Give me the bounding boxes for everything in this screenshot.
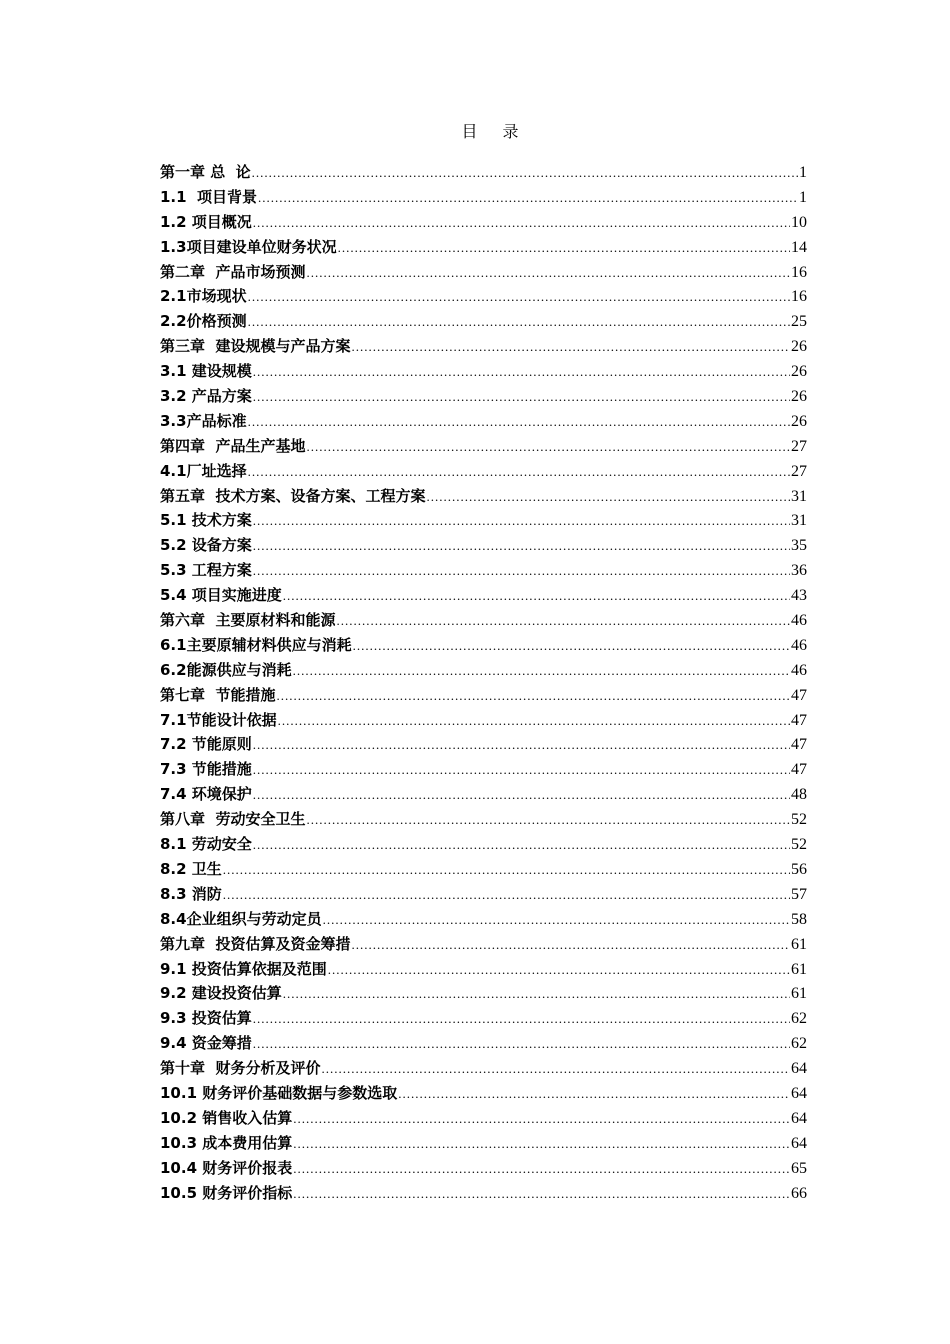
toc-entry[interactable] <box>160 683 807 708</box>
toc-dot-leader <box>336 609 790 634</box>
toc-entry-label: 9.3 投资估算 <box>160 1009 252 1028</box>
toc-entry[interactable] <box>160 957 807 982</box>
toc-entry-page-number: 47 <box>791 711 807 729</box>
toc-dot-leader <box>353 634 790 659</box>
toc-entry[interactable] <box>160 533 807 558</box>
toc-entry[interactable] <box>160 757 807 782</box>
toc-dot-leader <box>248 310 790 335</box>
toc-entry-page-number: 31 <box>791 512 807 530</box>
toc-dot-leader <box>283 584 790 609</box>
toc-entry-page-number: 66 <box>791 1184 807 1202</box>
toc-entry-page-number: 58 <box>791 910 807 928</box>
toc-entry-label: 8.2 卫生 <box>160 859 222 878</box>
toc-entry[interactable] <box>160 708 807 733</box>
toc-entry[interactable] <box>160 508 807 533</box>
toc-entry[interactable] <box>160 857 807 882</box>
toc-entry[interactable] <box>160 1056 807 1081</box>
toc-dot-leader <box>293 659 790 684</box>
toc-entry[interactable] <box>160 309 807 334</box>
toc-entry[interactable] <box>160 1106 807 1131</box>
toc-entry-label: 10.1 财务评价基础数据与参数选取 <box>160 1083 398 1102</box>
toc-entry-page-number: 64 <box>791 1134 807 1152</box>
toc-dot-leader <box>253 1032 790 1057</box>
toc-dot-leader <box>253 211 790 236</box>
toc-entry-label: 第二章 产品市场预测 <box>160 262 306 281</box>
toc-entry-label: 7.1节能设计依据 <box>160 710 277 729</box>
toc-entry-label: 6.1主要原辅材料供应与消耗 <box>160 635 352 654</box>
toc-dot-leader <box>253 833 790 858</box>
toc-entry-page-number: 52 <box>791 811 807 829</box>
toc-entry-label: 5.3 工程方案 <box>160 561 252 580</box>
toc-entry-label: 7.2 节能原则 <box>160 735 252 754</box>
toc-dot-leader <box>223 858 790 883</box>
toc-entry-page-number: 62 <box>791 1010 807 1028</box>
toc-dot-leader <box>278 709 790 734</box>
toc-dot-leader <box>248 460 790 485</box>
toc-entry[interactable] <box>160 210 807 235</box>
toc-dot-leader <box>253 360 790 385</box>
toc-entry-label: 2.1市场现状 <box>160 287 247 306</box>
toc-dot-leader <box>248 410 790 435</box>
toc-entry[interactable] <box>160 359 807 384</box>
toc-entry-page-number: 27 <box>791 462 807 480</box>
toc-dot-leader <box>253 1007 790 1032</box>
toc-entry-label: 5.1 技术方案 <box>160 511 252 530</box>
toc-entry-label: 第七章 节能措施 <box>160 685 276 704</box>
toc-entry[interactable] <box>160 1006 807 1031</box>
toc-entry-page-number: 64 <box>791 1109 807 1127</box>
toc-dot-leader <box>253 385 790 410</box>
toc-dot-leader <box>306 261 790 286</box>
toc-entry-label: 1.3项目建设单位财务状况 <box>160 237 337 256</box>
toc-entry-label: 第六章 主要原材料和能源 <box>160 611 336 630</box>
toc-entry-label: 8.1 劳动安全 <box>160 835 252 854</box>
toc-entry-label: 第十章 财务分析及评价 <box>160 1059 321 1078</box>
toc-title: 目 录 <box>461 122 529 141</box>
toc-entry[interactable] <box>160 459 807 484</box>
toc-entry-page-number: 46 <box>791 661 807 679</box>
toc-entry-page-number: 47 <box>791 761 807 779</box>
toc-entry-page-number: 35 <box>791 537 807 555</box>
toc-entry-label: 第五章 技术方案、设备方案、工程方案 <box>160 486 426 505</box>
toc-entry-page-number: 26 <box>791 388 807 406</box>
toc-entry[interactable] <box>160 907 807 932</box>
toc-dot-leader <box>258 186 798 211</box>
toc-dot-leader <box>293 1107 790 1132</box>
toc-dot-leader <box>306 808 790 833</box>
toc-dot-leader <box>293 1157 790 1182</box>
toc-list <box>160 160 807 1205</box>
toc-dot-leader <box>253 509 790 534</box>
toc-entry[interactable] <box>160 384 807 409</box>
toc-entry-page-number: 27 <box>791 437 807 455</box>
toc-entry-label: 1.1 项目背景 <box>160 187 258 206</box>
toc-entry[interactable] <box>160 409 807 434</box>
toc-entry[interactable] <box>160 284 807 309</box>
toc-dot-leader <box>223 883 790 908</box>
toc-entry-label: 10.3 成本费用估算 <box>160 1133 293 1152</box>
toc-entry[interactable] <box>160 434 807 459</box>
toc-entry[interactable] <box>160 932 807 957</box>
toc-entry-label: 9.4 资金筹措 <box>160 1034 252 1053</box>
toc-dot-leader <box>323 908 790 933</box>
toc-dot-leader <box>293 1182 790 1207</box>
toc-entry-label: 第九章 投资估算及资金筹措 <box>160 934 351 953</box>
toc-entry-label: 10.5 财务评价指标 <box>160 1183 293 1202</box>
toc-entry-page-number: 46 <box>791 612 807 630</box>
toc-entry-label: 3.1 建设规模 <box>160 362 252 381</box>
toc-entry-page-number: 10 <box>791 213 807 231</box>
toc-entry[interactable] <box>160 1181 807 1206</box>
toc-entry[interactable] <box>160 608 807 633</box>
toc-entry[interactable] <box>160 882 807 907</box>
toc-dot-leader <box>351 933 790 958</box>
toc-dot-leader <box>248 285 790 310</box>
toc-entry[interactable] <box>160 558 807 583</box>
toc-entry-label: 10.2 销售收入估算 <box>160 1108 293 1127</box>
toc-entry-page-number: 1 <box>799 188 807 206</box>
toc-entry-label: 8.4企业组织与劳动定员 <box>160 909 322 928</box>
toc-dot-leader <box>398 1082 790 1107</box>
toc-entry[interactable] <box>160 160 807 185</box>
toc-dot-leader <box>253 534 790 559</box>
toc-entry-label: 8.3 消防 <box>160 884 222 903</box>
toc-entry-page-number: 52 <box>791 836 807 854</box>
toc-entry-page-number: 43 <box>791 587 807 605</box>
toc-entry-label: 1.2 项目概况 <box>160 212 252 231</box>
toc-entry-label: 3.2 产品方案 <box>160 387 252 406</box>
toc-entry-page-number: 65 <box>791 1159 807 1177</box>
toc-entry-label: 9.2 建设投资估算 <box>160 984 282 1003</box>
toc-entry-page-number: 16 <box>791 263 807 281</box>
toc-entry-label: 2.2价格预测 <box>160 312 247 331</box>
toc-entry-page-number: 1 <box>799 164 807 181</box>
toc-dot-leader <box>283 982 790 1007</box>
toc-dot-leader <box>306 435 790 460</box>
toc-entry[interactable] <box>160 633 807 658</box>
toc-entry[interactable] <box>160 1131 807 1156</box>
toc-entry-label: 6.2能源供应与消耗 <box>160 660 292 679</box>
toc-entry-page-number: 56 <box>791 860 807 878</box>
toc-entry-page-number: 64 <box>791 1084 807 1102</box>
toc-entry[interactable] <box>160 832 807 857</box>
toc-entry-page-number: 26 <box>791 412 807 430</box>
toc-entry-label: 第三章 建设规模与产品方案 <box>160 337 351 356</box>
toc-entry[interactable] <box>160 185 807 210</box>
toc-entry[interactable] <box>160 484 807 509</box>
toc-entry[interactable] <box>160 1031 807 1056</box>
toc-dot-leader <box>328 958 790 983</box>
toc-entry-page-number: 61 <box>791 960 807 978</box>
toc-entry-page-number: 62 <box>791 1035 807 1053</box>
toc-entry-page-number: 36 <box>791 562 807 580</box>
toc-dot-leader <box>351 335 790 360</box>
toc-dot-leader <box>252 161 798 186</box>
toc-entry-page-number: 26 <box>791 338 807 356</box>
toc-entry[interactable] <box>160 1156 807 1181</box>
toc-entry-label: 5.2 设备方案 <box>160 536 252 555</box>
toc-entry-page-number: 64 <box>791 1060 807 1078</box>
toc-dot-leader <box>426 485 790 510</box>
toc-entry-page-number: 47 <box>791 736 807 754</box>
toc-entry[interactable] <box>160 807 807 832</box>
toc-entry-label: 5.4 项目实施进度 <box>160 586 282 605</box>
toc-entry-page-number: 25 <box>791 313 807 331</box>
toc-entry-label: 第四章 产品生产基地 <box>160 436 306 455</box>
toc-dot-leader <box>253 559 790 584</box>
toc-entry-label: 3.3产品标准 <box>160 411 247 430</box>
toc-entry[interactable] <box>160 782 807 807</box>
toc-entry[interactable] <box>160 235 807 260</box>
toc-entry[interactable] <box>160 981 807 1006</box>
toc-entry-page-number: 26 <box>791 363 807 381</box>
toc-entry-label: 第一章 总 论 <box>160 163 251 181</box>
toc-entry-page-number: 48 <box>791 786 807 804</box>
toc-dot-leader <box>253 783 790 808</box>
toc-entry[interactable] <box>160 334 807 359</box>
toc-entry-label: 9.1 投资估算依据及范围 <box>160 959 327 978</box>
toc-dot-leader <box>253 758 790 783</box>
toc-entry-label: 10.4 财务评价报表 <box>160 1158 293 1177</box>
toc-entry[interactable] <box>160 658 807 683</box>
toc-entry-page-number: 31 <box>791 487 807 505</box>
toc-entry-label: 4.1厂址选择 <box>160 461 247 480</box>
toc-entry[interactable] <box>160 1081 807 1106</box>
toc-entry-label: 7.3 节能措施 <box>160 760 252 779</box>
toc-entry-page-number: 14 <box>791 238 807 256</box>
toc-entry[interactable] <box>160 260 807 285</box>
toc-entry-page-number: 46 <box>791 636 807 654</box>
toc-entry-page-number: 47 <box>791 686 807 704</box>
toc-dot-leader <box>293 1132 790 1157</box>
toc-entry[interactable] <box>160 583 807 608</box>
toc-dot-leader <box>338 236 790 261</box>
toc-dot-leader <box>253 733 790 758</box>
toc-entry-label: 7.4 环境保护 <box>160 785 252 804</box>
toc-dot-leader <box>321 1057 790 1082</box>
toc-entry-label: 第八章 劳动安全卫生 <box>160 810 306 829</box>
toc-entry-page-number: 16 <box>791 288 807 306</box>
toc-entry-page-number: 61 <box>791 935 807 953</box>
toc-entry-page-number: 61 <box>791 985 807 1003</box>
toc-entry[interactable] <box>160 732 807 757</box>
toc-entry-page-number: 57 <box>791 885 807 903</box>
toc-dot-leader <box>276 684 790 709</box>
